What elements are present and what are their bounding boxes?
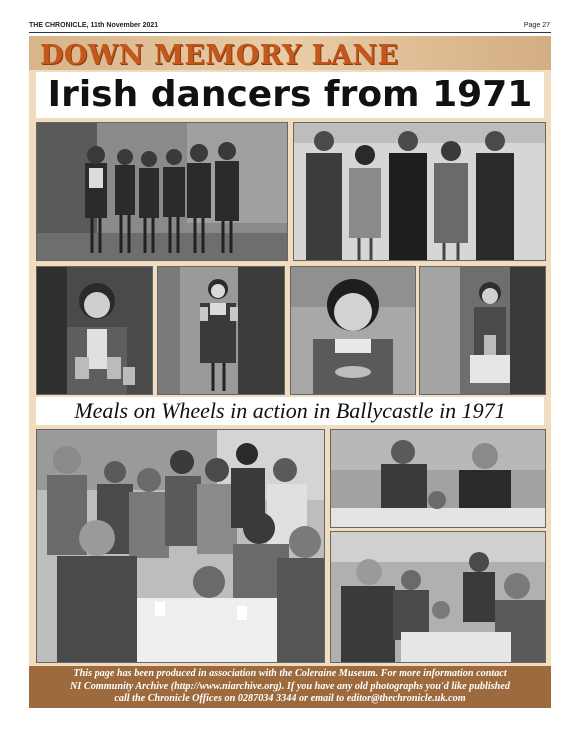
photo-dancers-group bbox=[36, 122, 288, 261]
photo-dancer-trophies bbox=[36, 266, 153, 395]
banner-title: DOWN MEMORY LANE bbox=[40, 40, 399, 71]
photo-lunch-gathering bbox=[36, 429, 325, 663]
photo-dancer-smiling bbox=[290, 266, 416, 395]
photo-dancer-garden bbox=[419, 266, 546, 395]
photo-officials-group bbox=[293, 122, 546, 261]
photo-dancer-cups bbox=[157, 266, 285, 395]
headline-irish-dancers: Irish dancers from 1971 bbox=[47, 74, 533, 115]
footer-line-1: This page has been produced in association with the Coleraine Museum. For more information contact bbox=[73, 668, 507, 679]
publication-line: THE CHRONICLE, 11th November 2021 bbox=[29, 22, 159, 29]
page-number: Page 27 bbox=[523, 22, 550, 29]
footer-line-2: NI Community Archive (http://www.niarchive.org). If you have any old photographs you'd like published bbox=[70, 680, 510, 692]
photo-dining-room bbox=[330, 531, 546, 663]
header-rule bbox=[29, 32, 551, 33]
footer-credit bbox=[29, 668, 551, 706]
photo-two-men-dining bbox=[330, 429, 546, 528]
footer-line-3: call the Chronicle Offices on 0287034 3344 or email to editor@thechronicle.uk.com bbox=[114, 693, 466, 704]
headline-meals-on-wheels: Meals on Wheels in action in Ballycastle in 1971 bbox=[74, 398, 506, 423]
